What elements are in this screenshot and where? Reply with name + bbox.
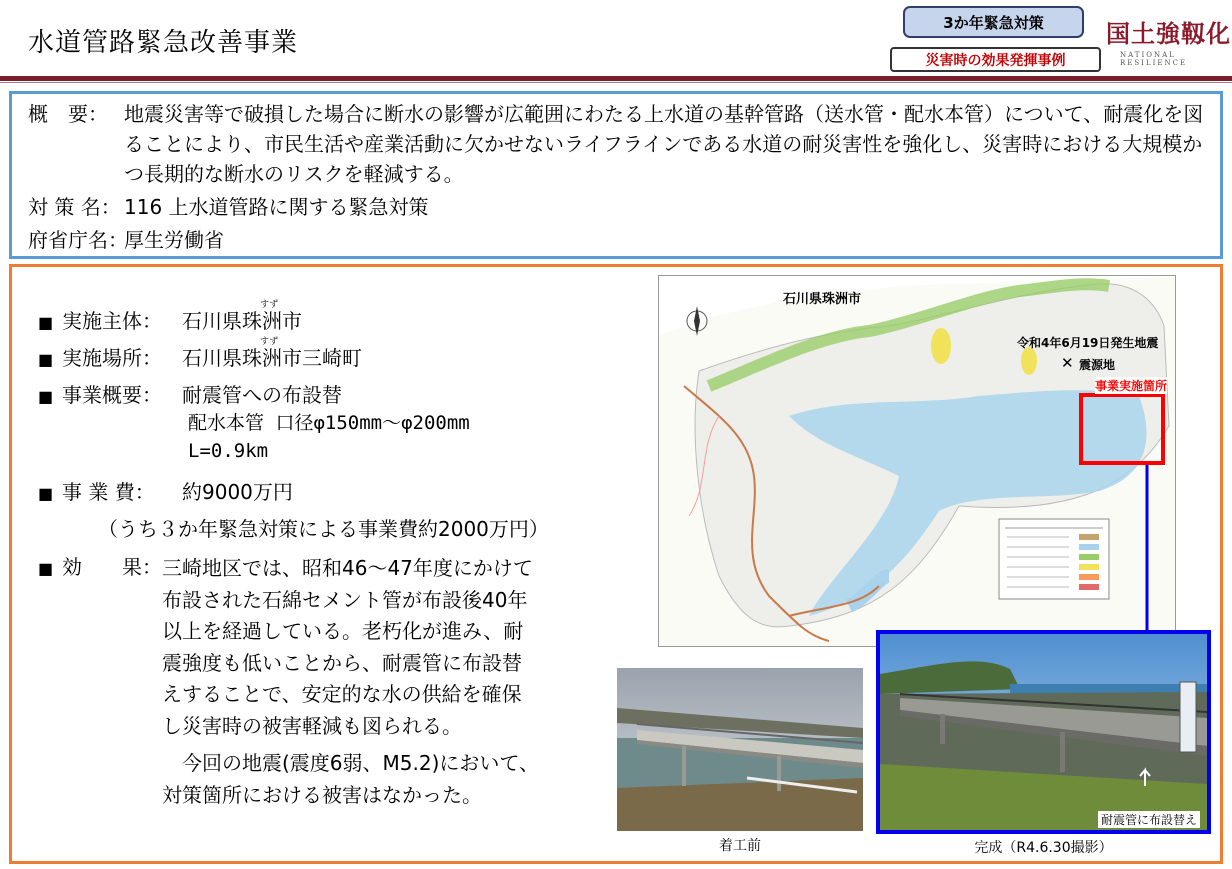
- bullet-icon: ■: [38, 350, 54, 369]
- header-divider-thin: [0, 82, 1232, 83]
- bullet-icon: ■: [38, 387, 54, 406]
- ministry-label: 府省庁名：: [28, 228, 128, 252]
- effect-line: 対策箇所における被害はなかった。: [162, 782, 482, 807]
- overview-text: 地震災害等で破損した場合に断水の影響が広範囲にわたる上水道の基幹管路（送水管・配水本管）について、耐震化を図ることにより、市民生活や産業活動に欠かせないライフラインである水道の耐災害性を強化し、災害時における大規模かつ長期的な断水のリスクを軽減する。: [124, 102, 1204, 186]
- project-overview-line1: 耐震管への布設替: [182, 383, 342, 407]
- photo-before-caption: 着工前: [719, 838, 761, 854]
- project-overview-label: 事業概要：: [62, 383, 162, 407]
- ruby-suzu: すず: [260, 300, 279, 310]
- effect-label: 効 果：: [62, 555, 162, 579]
- effect-line: 震強度も低いことから、耐震管に布設替: [162, 650, 522, 675]
- photo-before: [617, 668, 863, 831]
- effect-line: し災害時の被害軽減も図られる。: [162, 713, 462, 738]
- cost-note: （うち３か年緊急対策による事業費約2000万円）: [98, 517, 549, 541]
- effect-line: 以上を経過している。老朽化が進み、耐: [162, 619, 524, 643]
- after-photo-tag: 耐震管に布設替え: [1098, 811, 1200, 828]
- page-title: 水道管路緊急改善事業: [28, 28, 299, 58]
- bullet-icon: ■: [38, 313, 54, 332]
- header-divider: [0, 76, 1232, 81]
- implementer-label: 実施主体：: [62, 309, 162, 333]
- effect-text: [162, 553, 539, 811]
- ministry-text: 厚生労働省: [124, 228, 224, 252]
- resilience-logo-subtitle: NATIONAL RESILIENCE: [1120, 51, 1188, 67]
- program-badge: 3か年緊急対策: [903, 6, 1084, 38]
- effect-line: 三崎地区では、昭和46～47年度にかけて: [162, 556, 533, 580]
- map-graphic: [659, 276, 1175, 646]
- location-label: 実施場所：: [62, 346, 162, 370]
- summary-panel: [9, 91, 1223, 259]
- epicenter-marker-icon: ✕: [1061, 354, 1074, 372]
- project-overview-line3: L=0.9km: [188, 440, 269, 462]
- effect-line: 布設された石綿セメント管が布設後40年: [162, 587, 528, 612]
- measure-text: 116 上水道管路に関する緊急対策: [124, 195, 429, 219]
- bullet-icon: ■: [38, 559, 54, 578]
- photo-after: [876, 630, 1211, 834]
- site-map: [658, 275, 1176, 647]
- cost-label: 事 業 費：: [62, 480, 155, 504]
- map-title: 石川県珠洲市: [783, 292, 862, 307]
- resilience-logo: 国土強靱化: [1106, 19, 1231, 48]
- location-text: 石川県珠洲市三崎町: [182, 346, 362, 370]
- effect-line: えすることで、安定的な水の供給を確保: [162, 682, 522, 706]
- epicenter-label: 震源地: [1079, 358, 1116, 372]
- quake-label: 令和4年6月19日発生地震: [1017, 336, 1159, 350]
- implementer-text: 石川県珠洲市: [182, 309, 302, 333]
- ruby-suzu: すず: [260, 337, 279, 347]
- effect-line: 今回の地震(震度6弱、M5.2)において、: [162, 751, 539, 775]
- bridge-before-image: [617, 668, 863, 831]
- bullet-icon: ■: [38, 484, 54, 503]
- case-type-badge: 災害時の効果発揮事例: [890, 47, 1101, 72]
- overview-label: 概 要：: [28, 102, 108, 126]
- site-label: 事業実施箇所: [1095, 379, 1168, 393]
- measure-label: 対 策 名：: [28, 195, 121, 219]
- photo-after-caption: 完成（R4.6.30撮影）: [974, 840, 1113, 856]
- effect-row: [38, 553, 162, 665]
- project-overview-line2: 配水本管 口径φ150mm～φ200mm: [188, 412, 470, 434]
- bridge-after-image: [880, 634, 1207, 830]
- cost-text: 約9000万円: [182, 480, 293, 504]
